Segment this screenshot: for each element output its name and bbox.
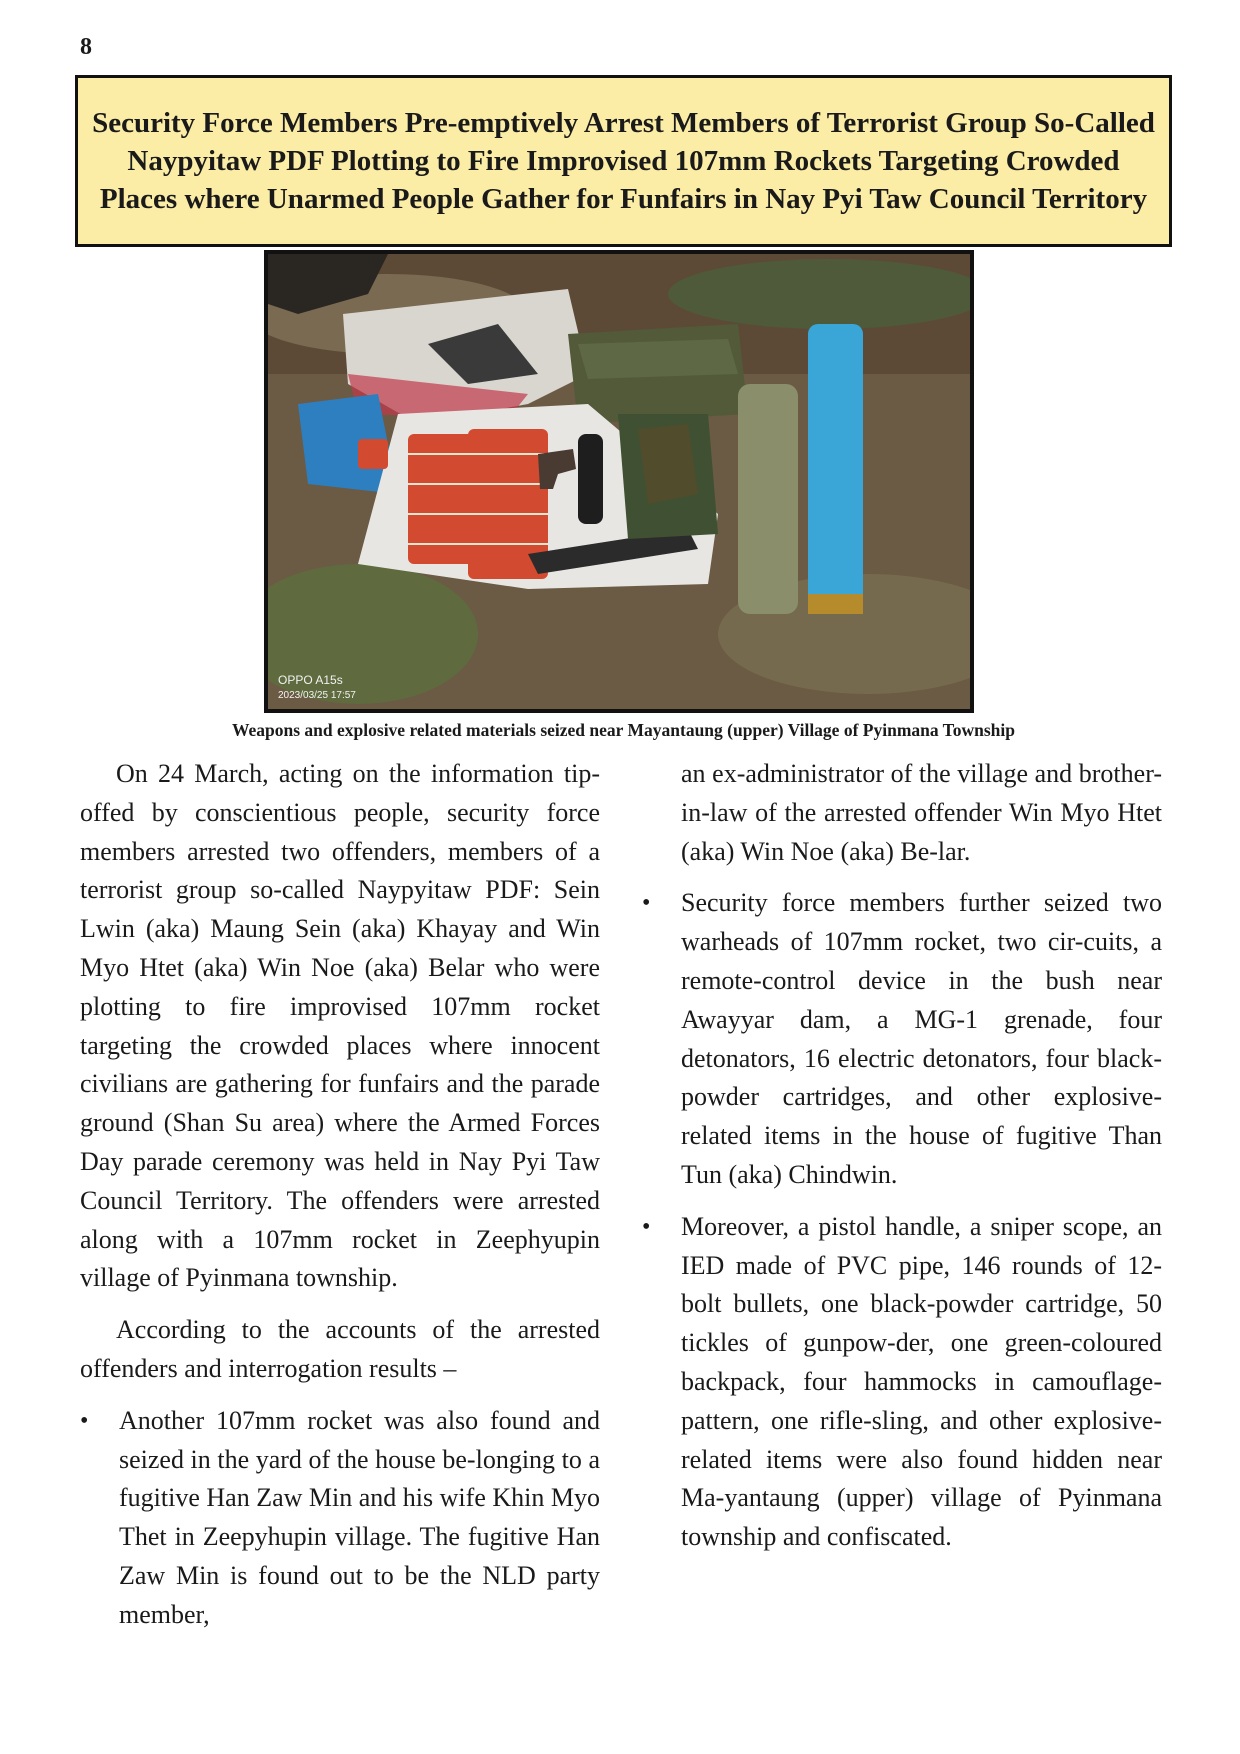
photo-caption: Weapons and explosive related materials seized near Mayantaung (upper) Village of Pyinmana Township <box>231 720 1016 740</box>
article-column-right <box>642 755 1162 1570</box>
bullet-icon: • <box>642 890 651 917</box>
bullet-1-text-a: Another 107mm rocket was also found and seized in the yard of the house be-longing to a fugitive Han Zaw Min and his wife Khin Myo Thet in Zeepyhupin village. The fugitive Han Zaw Min is found out to be the NLD party member, <box>119 1405 600 1629</box>
bullet-item-2 <box>642 884 1162 1194</box>
seized-items-photo <box>264 250 974 713</box>
headline-box <box>75 75 1172 247</box>
page-number: 8 <box>80 34 92 60</box>
accounts-paragraph: According to the accounts of the arrested offenders and interrogation results – <box>80 1315 600 1383</box>
bullet-item-1 <box>80 1402 600 1635</box>
intro-paragraph: On 24 March, acting on the information tip-offed by conscientious people, security force members arrested two offenders, members of a terrorist group so-called Naypyitaw PDF: Sein Lwin (aka) Maung Sein (aka) Khayay and Win Myo Htet (aka) Win Noe (aka) Belar who were plotting to fire improvised 107mm rocket targeting the crowded places where innocent civilians are gathering for funfairs and the parade ground (Shan Su area) where the Armed Forces Day parade ceremony was held in Nay Pyi Taw Council Territory. The offenders were arrested along with a 107mm rocket in Zeephyupin village of Pyinmana township. <box>80 759 600 1293</box>
bullet-1-continued: an ex-administrator of the village and brother-in-law of the arrested offender Win Myo Htet (aka) Win Noe (aka) Be-lar. <box>681 759 1162 866</box>
article-column-left <box>80 755 600 1648</box>
photo-watermark-device: OPPO A15s <box>278 673 343 687</box>
bullet-3-text: Moreover, a pistol handle, a sniper scope, an IED made of PVC pipe, 146 rounds of 12-bolt bullets, one black-powder cartridge, 50 tickles of gunpow-der, one green-coloured backpack, four hammocks in camouflage-pattern, one rifle-sling, and other explosive-related items were also found hidden near Ma-yantaung (upper) village of Pyinmana township and confiscated. <box>681 1211 1162 1552</box>
bullet-2-text: Security force members further seized two warheads of 107mm rocket, two cir-cuits, a remote-control device in the bush near Awayyar dam, a MG-1 grenade, four detonators, 16 electric detonators, four black-powder cartridges, and other explosive-related items in the house of fugitive Than Tun (aka) Chindwin. <box>681 888 1162 1189</box>
bullet-item-3 <box>642 1208 1162 1557</box>
bullet-icon: • <box>80 1407 89 1434</box>
photo-watermark-date: 2023/03/25 17:57 <box>278 690 356 701</box>
bullet-icon: • <box>642 1213 651 1240</box>
headline: Security Force Members Pre-emptively Arrest Members of Terrorist Group So-Called Naypyitaw PDF Plotting to Fire Improvised 107mm Rockets Targeting Crowded Places where Unarmed People Gather for Funfairs in Nay Pyi Taw Council Territory <box>92 107 1155 215</box>
